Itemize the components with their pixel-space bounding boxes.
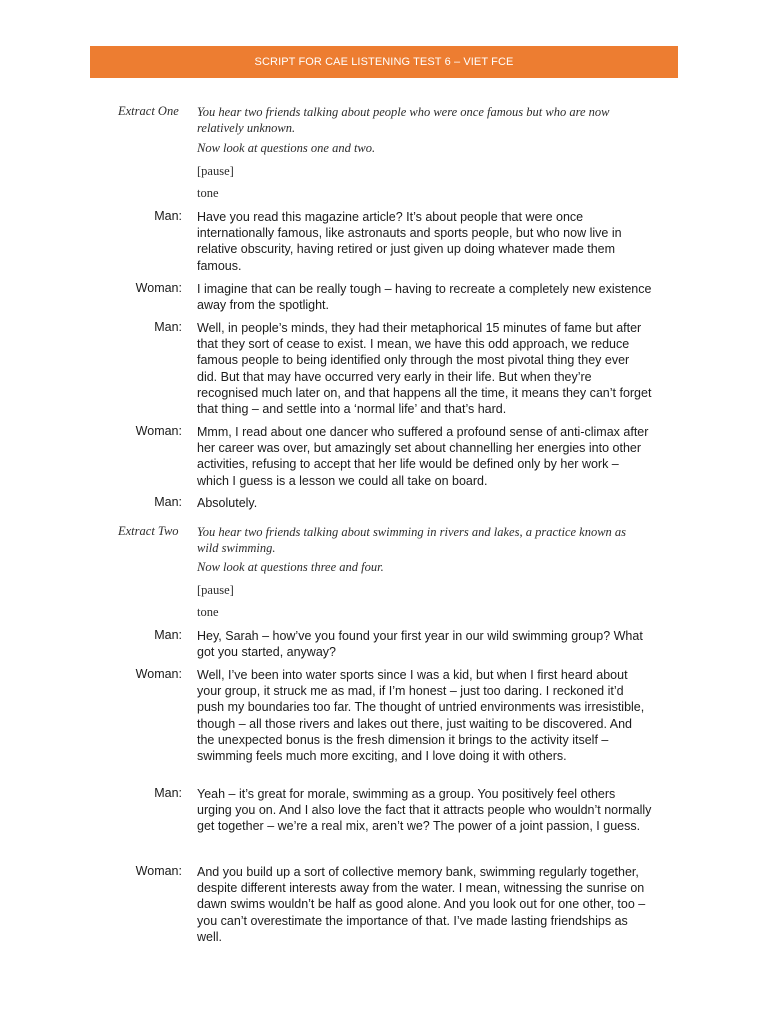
dialogue-line: Hey, Sarah – how’ve you found your first year in our wild swimming group? What got you started, anyway? — [197, 629, 643, 660]
page-title: SCRIPT FOR CAE LISTENING TEST 6 – VIET FCE — [254, 56, 514, 68]
header-banner — [90, 46, 678, 78]
dialogue-line: Absolutely. — [197, 496, 258, 510]
extract-one-label: Extract One — [118, 104, 179, 118]
speaker-label: Man: — [154, 786, 182, 800]
speaker-label: Man: — [154, 628, 182, 642]
dialogue-line: Well, I’ve been into water sports since I was a kid, but when I first heard about your group, it struck me as mad, if I’m honest – just too daring. I reckoned it’d push my boundaries too far. The thought of untried environments was irresistible, though – all those rivers and lakes out there, just waiting to be discovered. And the unexpected bonus is the fresh dimension it brings to the activity itself – swimming feels much more exciting, and I love doing it with others. — [197, 668, 645, 764]
speaker-label: Woman: — [135, 281, 182, 295]
extract-two-instruction: Now look at questions three and four. — [197, 560, 384, 574]
speaker-label: Woman: — [135, 667, 182, 681]
extract-one-tone: tone — [197, 186, 219, 200]
speaker-label: Woman: — [135, 864, 182, 878]
extract-two-pause: [pause] — [197, 583, 234, 597]
speaker-label: Man: — [154, 320, 182, 334]
extract-two-label: Extract Two — [118, 524, 179, 538]
dialogue-line: And you build up a sort of collective memory bank, swimming regularly together, despite different interests away from the water. I mean, witnessing the sunrise on dawn swims wouldn’t be half as good alone. And you look out for one other, too – you can’t overestimate the importance of that. I’ve made lasting friendships as well. — [197, 865, 646, 944]
extract-two-intro: You hear two friends talking about swimming in rivers and lakes, a practice known as wild swimming. — [197, 525, 627, 555]
dialogue-line: Mmm, I read about one dancer who suffered a profound sense of anti-climax after her career was over, but amazingly set about channelling her energies into other activities, refusing to accept that her life would be defined only by her work – which I guess is a lesson we could all take on board. — [197, 425, 649, 488]
dialogue-line: I imagine that can be really tough – having to recreate a completely new existence away from the spotlight. — [197, 282, 652, 313]
extract-one-pause: [pause] — [197, 164, 234, 178]
extract-one-instruction: Now look at questions one and two. — [197, 141, 376, 155]
dialogue-line: Have you read this magazine article? It’s about people that were once internationally famous, like astronauts and sports people, but who now live in relative obscurity, having retired or just given up doing whatever made them famous. — [197, 210, 622, 273]
dialogue-line: Well, in people’s minds, they had their metaphorical 15 minutes of fame but after that they sort of cease to exist. I mean, we have this odd approach, we reduce famous people to being identified only through the most pivotal thing they ever did. But that may have occurred very early in their life. But when they’re recognised much later on, and that happens all the time, it means they can’t forget that thing – and settle into a ‘normal life’ and that’s hard. — [197, 321, 652, 417]
speaker-label: Man: — [154, 209, 182, 223]
dialogue-line: Yeah – it’s great for morale, swimming as a group. You positively feel others urging you on. And I also love the fact that it attracts people who wouldn’t normally get together – we’re a real mix, aren’t we? The power of a joint passion, I guess. — [197, 787, 652, 834]
speaker-label: Woman: — [135, 424, 182, 438]
speaker-label: Man: — [154, 495, 182, 509]
extract-one-intro: You hear two friends talking about people who were once famous but who are now relatively unknown. — [197, 105, 610, 135]
extract-two-tone: tone — [197, 605, 219, 619]
